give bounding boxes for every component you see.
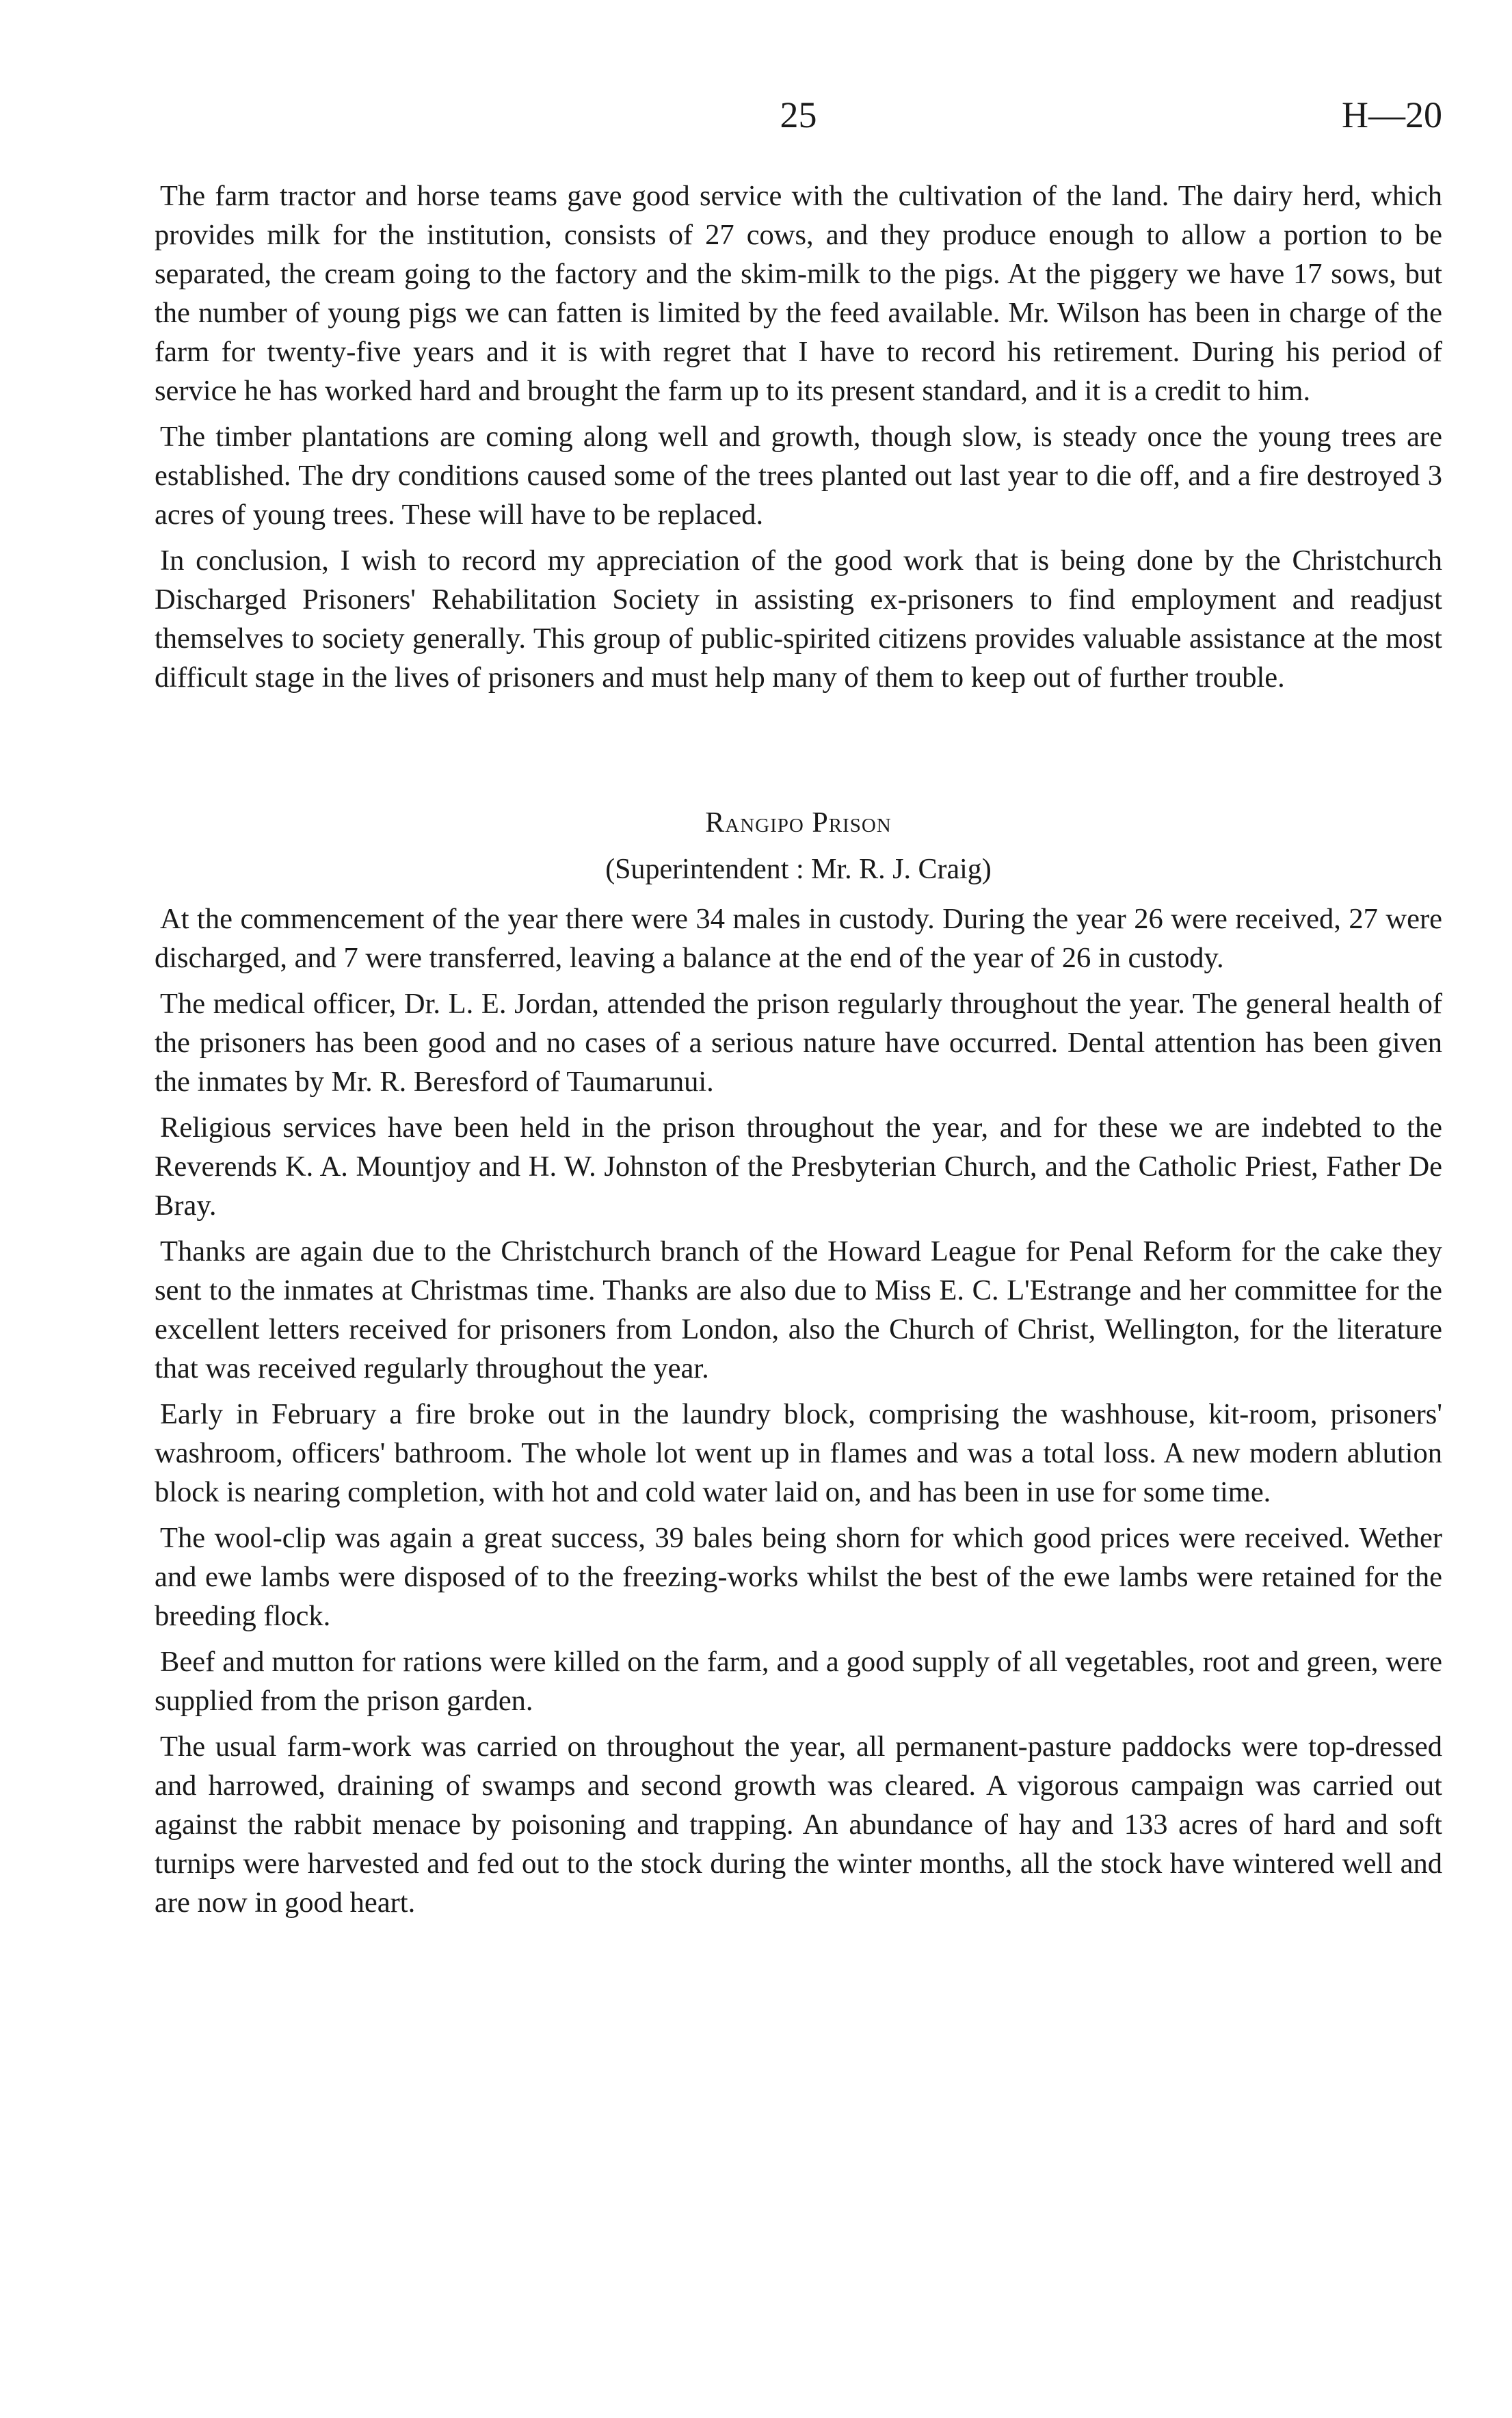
body-text (155, 176, 1442, 1929)
section-heading: Rangipo Prison (705, 807, 892, 839)
paragraph-rations: Beef and mutton for rations were killed on the farm, and a good supply of all vegetables, root and green, were supplied from the prison garden. (155, 1646, 1442, 1717)
section-subheading: (Superintendent : Mr. R. J. Craig) (605, 854, 992, 885)
paragraph-religious: Religious services have been held in the prison throughout the year, and for these we are indebted to the Reverends K. A. Mountjoy and H. W. Johnston of the Presbyterian Church, and the Catholic Priest, Father De Bray. (155, 1112, 1442, 1222)
paragraph-fire: Early in February a fire broke out in the laundry block, comprising the washhouse, kit-room, prisoners' washroom, officers' bathroom. The whole lot went up in flames and was a total loss. A new modern ablution block is nearing completion, with hot and cold water laid on, and has been in use for some time. (155, 1398, 1442, 1508)
paragraph-conclusion: In conclusion, I wish to record my appreciation of the good work that is being done by the Christchurch Discharged Prisoners' Rehabilitation Society in assisting ex-prisoners to find employment and readjust themselves to society generally. This group of public-spirited citizens provides valuable assistance at the most difficult stage in the lives of prisoners and must help many of them to keep out of further trouble. (155, 544, 1442, 694)
paragraph-wool: The wool-clip was again a great success, 39 bales being shorn for which good prices were received. Wether and ewe lambs were disposed of to the freezing-works whilst the best of the ewe lambs were retained for the breeding flock. (155, 1522, 1442, 1632)
page-header (155, 88, 1442, 142)
paragraph-medical: The medical officer, Dr. L. E. Jordan, attended the prison regularly throughout the year. The general health of the prisoners has been good and no cases of a serious nature have occurred. Dental attention has been given the inmates by Mr. R. Beresford of Taumarunui. (155, 988, 1442, 1098)
paragraph-farm-work: The usual farm-work was carried on throughout the year, all permanent-pasture paddocks were top-dressed and harrowed, draining of swamps and second growth was cleared. A vigorous campaign was carried out against the rabbit menace by poisoning and trapping. An abundance of hay and 133 acres of hard and soft turnips were harvested and fed out to the stock during the winter months, all the stock have wintered well and are now in good heart. (155, 1731, 1442, 1919)
document-reference: H—20 (1342, 94, 1442, 135)
paragraph-custody: At the commencement of the year there were 34 males in custody. During the year 26 were received, 27 were discharged, and 7 were transferred, leaving a balance at the end of the year of 26 in custody. (155, 903, 1442, 974)
paragraph-thanks: Thanks are again due to the Christchurch branch of the Howard League for Penal Reform for the cake they sent to the inmates at Christmas time. Thanks are also due to Miss E. C. L'Estrange and her committee for the excellent letters received for prisoners from London, also the Church of Christ, Wellington, for the literature that was received regularly throughout the year. (155, 1235, 1442, 1384)
page-number: 25 (780, 94, 817, 135)
paragraph-timber: The timber plantations are coming along well and growth, though slow, is steady once the young trees are established. The dry conditions caused some of the trees planted out last year to die off, and a fire destroyed 3 acres of young trees. These will have to be replaced. (155, 421, 1442, 531)
paragraph-farm: The farm tractor and horse teams gave good service with the cultivation of the land. The dairy herd, which provides milk for the institution, consists of 27 cows, and they produce enough to allow a portion to be separated, the cream going to the factory and the skim-milk to the pigs. At the piggery we have 17 sows, but the number of young pigs we can fatten is limited by the feed available. Mr. Wilson has been in charge of the farm for twenty-five years and it is with regret that I have to record his retirement. During his period of service he has worked hard and brought the farm up to its present standard, and it is a credit to him. (155, 180, 1442, 407)
